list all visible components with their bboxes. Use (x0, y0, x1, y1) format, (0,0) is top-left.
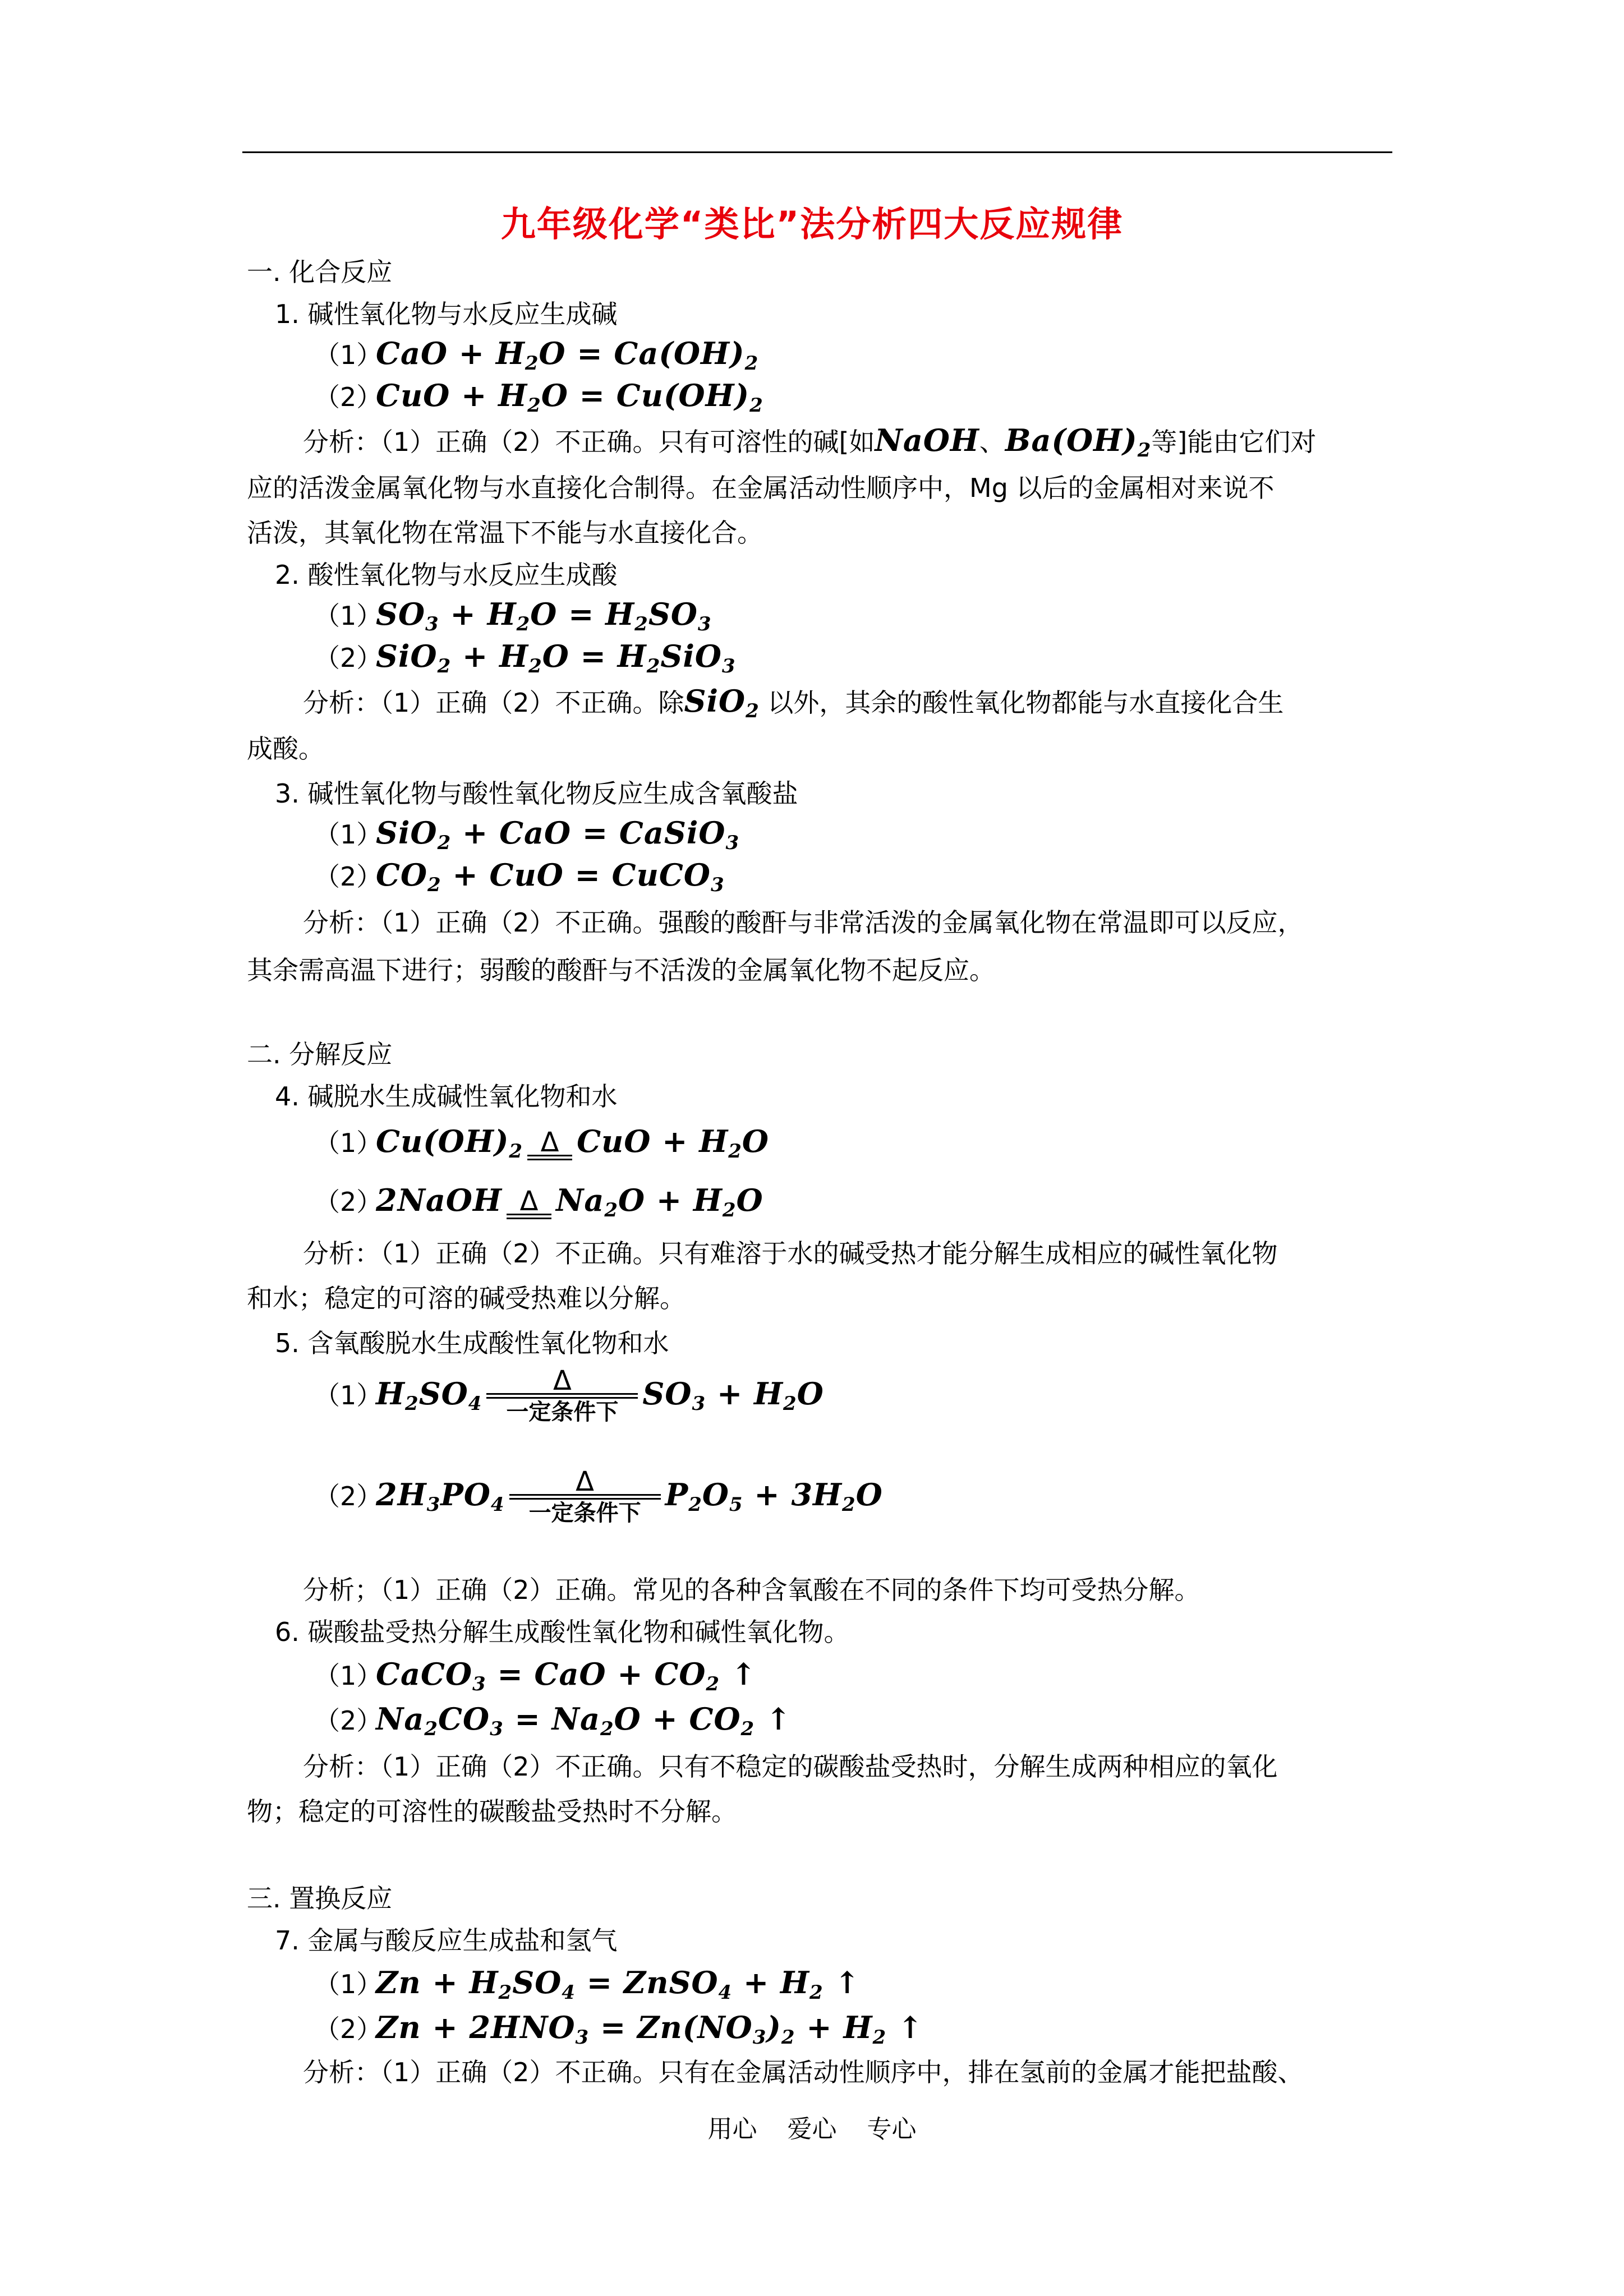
analysis-line: 分析；（1）正确（2）正确。常见的各种含氧酸在不同的条件下均可受热分解。 (303, 1575, 1200, 1605)
equation: $(2)Na_2CO_3 = Na_2O + CO_2$ ↑ (314, 1701, 792, 1740)
analysis-line: 活泼，其氧化物在常温下不能与水直接化合。 (247, 518, 763, 548)
equation: $(1)H_2SO_4$ Δ 一定条件下 $SO_3 + H_2O$ (314, 1365, 824, 1425)
equation: （1）SiO$_2$ + CaO = CaSiO$_3$ (314, 815, 740, 854)
equation: （1）CaCO$_3$ = CaO + $CO_2$ ↑ (314, 1656, 757, 1695)
analysis-text: 分析：（1）正确（2）不正确。除 (303, 688, 684, 718)
page-footer: 用心 爱心 专心 (707, 2115, 917, 2143)
item-heading: 1. 碱性氧化物与水反应生成碱 (275, 299, 618, 329)
eq-number: （2） (314, 643, 383, 673)
equation: $(2)CO_2$ + CuO = CuCO$_3$ (314, 857, 725, 896)
analysis-text: 分析：（1）正确（2）不正确。只有可溶性的碱[如 (303, 427, 875, 457)
heat-arrow: Δ 一定条件下 (509, 1469, 661, 1527)
section-heading: 三. 置换反应 (247, 1883, 393, 1914)
analysis-line: 成酸。 (247, 734, 324, 764)
equation: $(1)CaO + H_2O = Ca(OH)_2$ (314, 335, 759, 375)
equation: $(2)Zn + 2HNO_3 = Zn(NO_3)_2 + H_2$ ↑ (314, 2009, 924, 2049)
analysis-line: 分析：（1）正确（2）不正确。只有难溶于水的碱受热才能分解生成相应的碱性氧化物 (303, 1238, 1278, 1269)
eq-number: （1） (314, 601, 383, 631)
item-heading: 3. 碱性氧化物与酸性氧化物反应生成含氧酸盐 (275, 778, 798, 809)
analysis-line: 和水；稳定的可溶的碱受热难以分解。 (247, 1283, 686, 1313)
item-heading: 7. 金属与酸反应生成盐和氢气 (275, 1925, 618, 1956)
section-heading: 一. 化合反应 (247, 257, 393, 287)
eq-number: （2） (314, 861, 383, 892)
item-heading: 6. 碳酸盐受热分解生成酸性氧化物和碱性氧化物。 (275, 1617, 850, 1647)
item-heading: 5. 含氧酸脱水生成酸性氧化物和水 (275, 1328, 669, 1358)
eq-number: （1） (314, 1969, 383, 1999)
page-title: 九年级化学“类比”法分析四大反应规律 (500, 204, 1124, 245)
heat-arrow: Δ (507, 1189, 551, 1219)
eq-number: （1） (314, 1380, 383, 1410)
analysis-text: 、 (979, 427, 1005, 457)
eq-number: （2） (314, 1705, 383, 1736)
analysis-line: 分析：（1）正确（2）不正确。只有不稳定的碳酸盐受热时，分解生成两种相应的氧化 (303, 1751, 1278, 1782)
eq-number: （2） (314, 2014, 383, 2044)
item-heading: 2. 酸性氧化物与水反应生成酸 (275, 560, 618, 590)
analysis-line: 分析：（1）正确（2）不正确。除SiO$_2$ 以外，其余的酸性氧化物都能与水直接化合生 (303, 683, 1284, 722)
eq-number: （1） (314, 340, 383, 370)
analysis-line: 分析：（1）正确（2）不正确。只有在金属活动性顺序中，排在氢前的金属才能把盐酸、 (303, 2057, 1304, 2087)
analysis-text: 等]能由它们对 (1151, 427, 1317, 457)
equation: $(2)2H_3PO_4$ Δ 一定条件下 $P_2O_5 + 3H_2O$ (314, 1466, 883, 1526)
heat-arrow: Δ (527, 1130, 572, 1160)
eq-number: （1） (314, 819, 383, 850)
eq-number: （2） (314, 1187, 383, 1217)
item-heading: 4. 碱脱水生成碱性氧化物和水 (275, 1081, 618, 1112)
heat-arrow: Δ 一定条件下 (486, 1368, 638, 1426)
equation: $(1)Cu(OH)_2$ Δ CuO + $H_2O$ (314, 1123, 769, 1163)
analysis-line: 物；稳定的可溶性的碳酸盐受热时不分解。 (247, 1796, 737, 1827)
eq-number: （1） (314, 1128, 383, 1158)
equation: $(1)Zn + H_2SO_4$ = ZnSO$_4$ + $H_2$ ↑ (314, 1965, 861, 2004)
equation: $(2)CuO + H_2O = Cu(OH)_2$ (314, 377, 763, 417)
analysis-line: 应的活泼金属氧化物与水直接化合制得。在金属活动性顺序中，Mg 以后的金属相对来说不 (247, 473, 1275, 503)
analysis-text: 以外，其余的酸性氧化物都能与水直接化合生 (767, 688, 1284, 718)
equation: （2）2NaOH Δ $Na_2O + H_2O$ (314, 1182, 763, 1221)
eq-number: （1） (314, 1661, 383, 1691)
analysis-line: 分析：（1）正确（2）不正确。只有可溶性的碱[如NaOH、$Ba(OH)_2$等]能由它们对 (303, 422, 1317, 462)
equation: $(2)SiO_2 + H_2O = H_2SiO_3$ (314, 638, 736, 677)
equation: $(1)SO_3 + H_2O = H_2SO_3$ (314, 596, 712, 635)
eq-number: （2） (314, 1481, 383, 1511)
analysis-line: 其余需高温下进行；弱酸的酸酐与不活泼的金属氧化物不起反应。 (247, 955, 995, 985)
eq-number: （2） (314, 382, 383, 412)
analysis-line: 分析：（1）正确（2）不正确。强酸的酸酐与非常活泼的金属氧化物在常温即可以反应， (303, 907, 1304, 938)
section-heading: 二. 分解反应 (247, 1039, 393, 1069)
